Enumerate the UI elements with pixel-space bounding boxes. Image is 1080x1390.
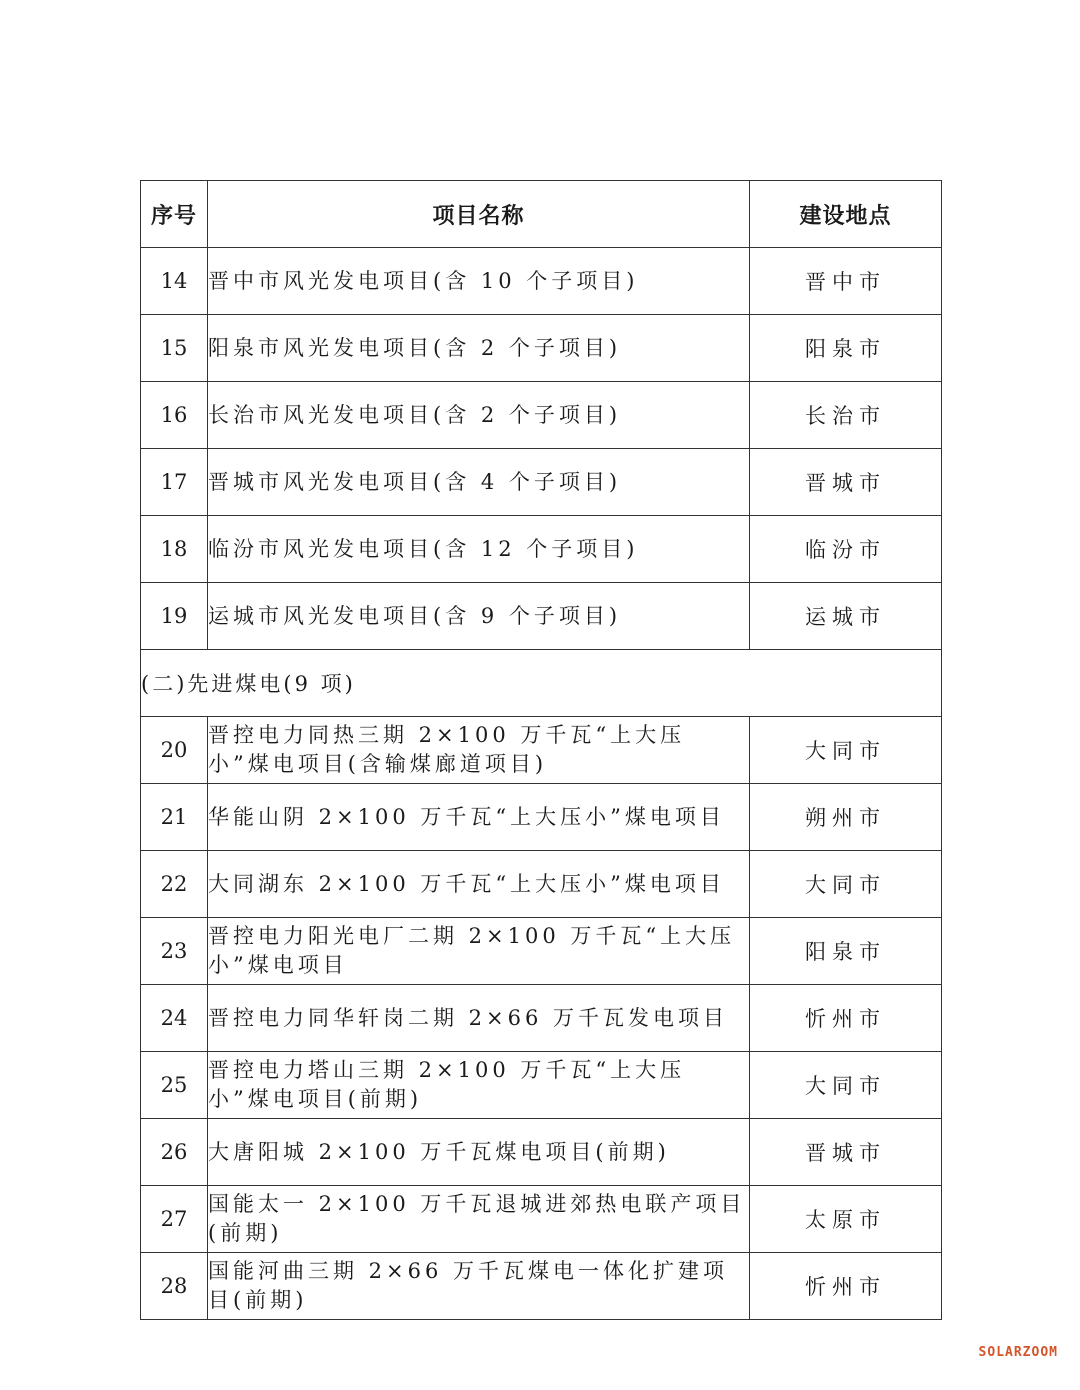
table-row — [141, 449, 942, 516]
row-index: 25 — [141, 1052, 208, 1119]
row-location: 临汾市 — [750, 516, 942, 583]
row-location: 晋城市 — [750, 449, 942, 516]
table-row — [141, 1052, 942, 1119]
row-location: 太原市 — [750, 1186, 942, 1253]
table-row — [141, 516, 942, 583]
row-project-name: 华能山阴 2×100 万千瓦“上大压小”煤电项目 — [208, 784, 750, 851]
table-row — [141, 717, 942, 784]
row-project-name: 临汾市风光发电项目(含 12 个子项目) — [208, 516, 750, 583]
row-location: 大同市 — [750, 1052, 942, 1119]
row-project-name: 晋控电力塔山三期 2×100 万千瓦“上大压小”煤电项目(前期) — [208, 1052, 750, 1119]
row-location: 大同市 — [750, 717, 942, 784]
row-location: 忻州市 — [750, 1253, 942, 1320]
row-index: 24 — [141, 985, 208, 1052]
row-location: 忻州市 — [750, 985, 942, 1052]
project-table — [140, 180, 942, 1320]
row-index: 15 — [141, 315, 208, 382]
row-project-name: 晋城市风光发电项目(含 4 个子项目) — [208, 449, 750, 516]
row-project-name: 长治市风光发电项目(含 2 个子项目) — [208, 382, 750, 449]
section-header-row — [141, 650, 942, 717]
row-index: 23 — [141, 918, 208, 985]
project-list-document — [140, 180, 941, 1320]
section-title: (二)先进煤电(9 项) — [141, 650, 942, 717]
table-row — [141, 851, 942, 918]
row-index: 20 — [141, 717, 208, 784]
row-project-name: 阳泉市风光发电项目(含 2 个子项目) — [208, 315, 750, 382]
row-index: 22 — [141, 851, 208, 918]
header-index: 序号 — [141, 181, 208, 248]
table-row — [141, 248, 942, 315]
row-index: 17 — [141, 449, 208, 516]
table-row — [141, 382, 942, 449]
table-row — [141, 1253, 942, 1320]
row-location: 长治市 — [750, 382, 942, 449]
table-row — [141, 1119, 942, 1186]
row-index: 26 — [141, 1119, 208, 1186]
table-row — [141, 784, 942, 851]
row-index: 21 — [141, 784, 208, 851]
table-row — [141, 1186, 942, 1253]
row-index: 14 — [141, 248, 208, 315]
row-location: 朔州市 — [750, 784, 942, 851]
table-row — [141, 985, 942, 1052]
table-row — [141, 315, 942, 382]
header-project-name: 项目名称 — [208, 181, 750, 248]
row-index: 18 — [141, 516, 208, 583]
row-location: 晋城市 — [750, 1119, 942, 1186]
row-location: 大同市 — [750, 851, 942, 918]
row-project-name: 晋中市风光发电项目(含 10 个子项目) — [208, 248, 750, 315]
table-header-row — [141, 181, 942, 248]
table-row — [141, 918, 942, 985]
table-row — [141, 583, 942, 650]
row-location: 阳泉市 — [750, 918, 942, 985]
row-project-name: 晋控电力同热三期 2×100 万千瓦“上大压小”煤电项目(含输煤廊道项目) — [208, 717, 750, 784]
row-index: 27 — [141, 1186, 208, 1253]
header-location: 建设地点 — [750, 181, 942, 248]
row-project-name: 大唐阳城 2×100 万千瓦煤电项目(前期) — [208, 1119, 750, 1186]
row-index: 19 — [141, 583, 208, 650]
row-project-name: 国能河曲三期 2×66 万千瓦煤电一体化扩建项目(前期) — [208, 1253, 750, 1320]
row-location: 晋中市 — [750, 248, 942, 315]
row-index: 16 — [141, 382, 208, 449]
row-location: 阳泉市 — [750, 315, 942, 382]
row-location: 运城市 — [750, 583, 942, 650]
row-project-name: 晋控电力同华轩岗二期 2×66 万千瓦发电项目 — [208, 985, 750, 1052]
row-project-name: 晋控电力阳光电厂二期 2×100 万千瓦“上大压小”煤电项目 — [208, 918, 750, 985]
row-index: 28 — [141, 1253, 208, 1320]
row-project-name: 国能太一 2×100 万千瓦退城进郊热电联产项目(前期) — [208, 1186, 750, 1253]
solarzoom-watermark: SOLARZOOM — [978, 1345, 1058, 1360]
row-project-name: 大同湖东 2×100 万千瓦“上大压小”煤电项目 — [208, 851, 750, 918]
row-project-name: 运城市风光发电项目(含 9 个子项目) — [208, 583, 750, 650]
